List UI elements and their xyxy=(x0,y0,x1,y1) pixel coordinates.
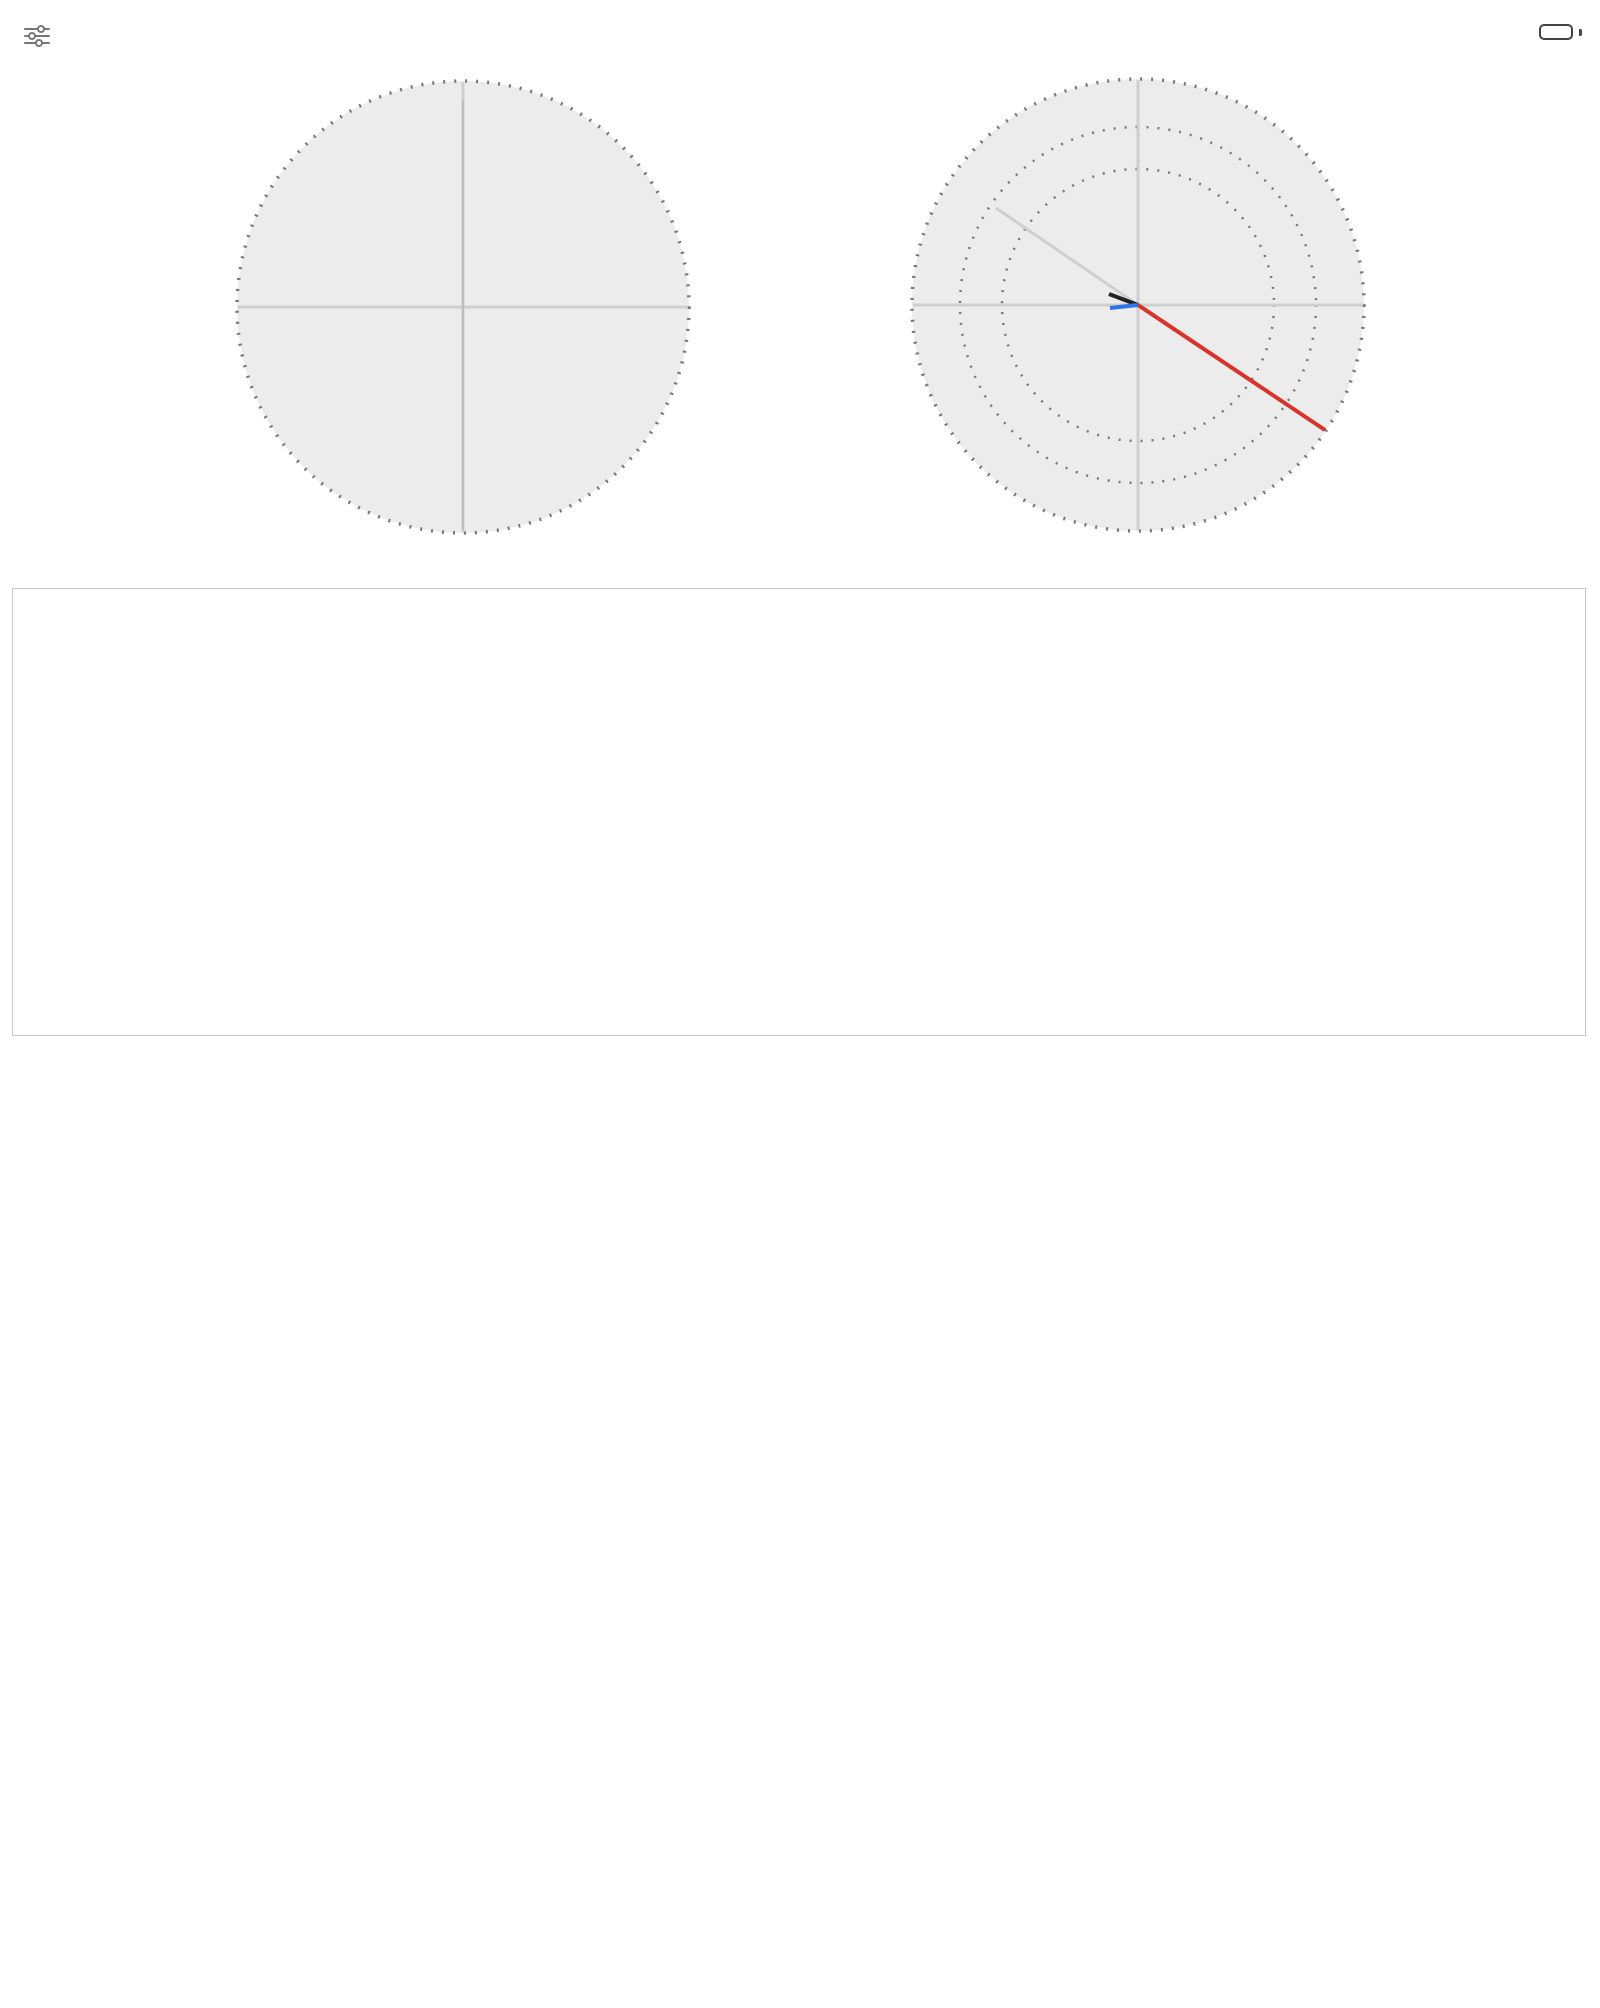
calibration-row xyxy=(12,1402,517,1428)
calibration-header-cell xyxy=(429,1350,517,1376)
calibration-cell xyxy=(247,1428,325,1454)
calibration-cell xyxy=(325,1428,429,1454)
calibration-cell xyxy=(325,1376,429,1402)
calibration-row xyxy=(12,1428,517,1454)
calibration-header-cell xyxy=(12,1350,90,1376)
settings-sliders-icon[interactable] xyxy=(24,24,50,48)
calibration-cell xyxy=(90,1402,140,1428)
calibration-cell xyxy=(140,1402,247,1428)
calibration-cell xyxy=(12,1428,90,1454)
calibration-table xyxy=(12,1350,517,1454)
sensor-line-chart xyxy=(12,580,1586,1000)
calibration-header-row xyxy=(12,1350,517,1376)
gravity-dial xyxy=(900,50,1400,550)
calibration-row xyxy=(12,1376,517,1402)
calibration-cell xyxy=(90,1428,140,1454)
magnetic-angles xyxy=(12,1183,42,1212)
calibration-cell xyxy=(12,1402,90,1428)
calibration-cell xyxy=(325,1402,429,1428)
calibration-header-cell xyxy=(90,1350,140,1376)
calibration-header-cell xyxy=(247,1350,325,1376)
calibration-header-cell xyxy=(325,1350,429,1376)
compass-dial xyxy=(200,50,730,570)
calibration-cell xyxy=(429,1376,517,1402)
calibration-cell xyxy=(429,1402,517,1428)
calibration-cell xyxy=(247,1376,325,1402)
calibration-cell xyxy=(140,1376,247,1402)
battery-icon xyxy=(1539,24,1573,40)
calibration-cell xyxy=(90,1376,140,1402)
calibration-cell xyxy=(247,1402,325,1428)
calibration-header-cell xyxy=(140,1350,247,1376)
battery-indicator xyxy=(1533,24,1582,40)
calibration-cell xyxy=(12,1376,90,1402)
calibration-cell xyxy=(140,1428,247,1454)
calibration-cell xyxy=(429,1428,517,1454)
